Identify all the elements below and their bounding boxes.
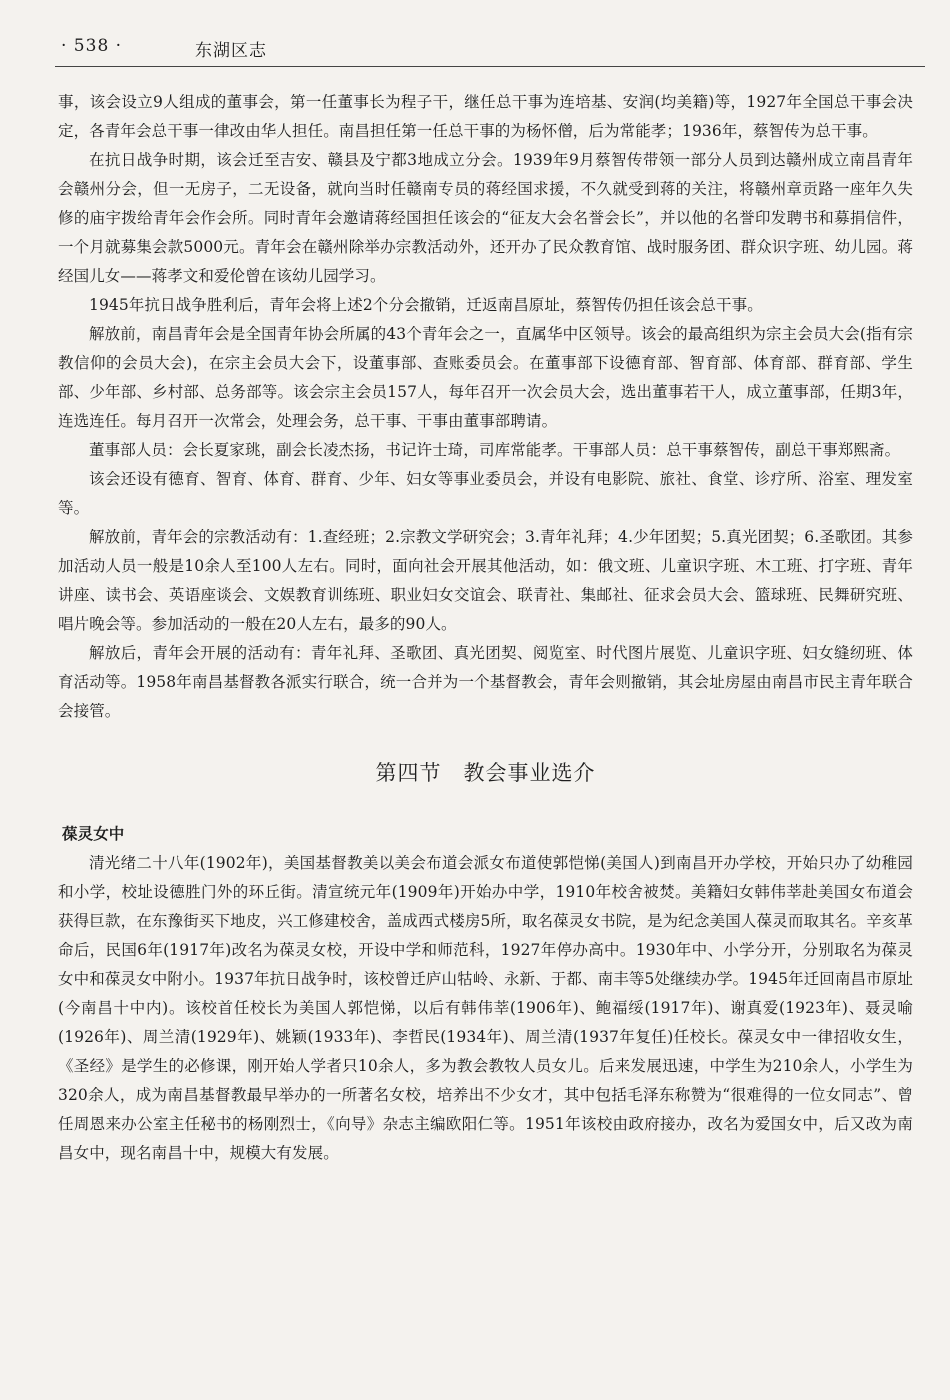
paragraph: 解放前，青年会的宗教活动有：1.查经班；2.宗教文学研究会；3.青年礼拜；4.少年团契；5.真光团契；6.圣歌团。其参加活动人员一般是10余人至100人左右。同时，面向社会开展其他活动，如：俄文班、儿童识字班、木工班、打字班、青年讲座、读书会、英语座谈会、文娱教育训练班、职业妇女交谊会、联青社、集邮社、征求会员大会、篮球班、民舞研究班、唱片晚会等。参加活动的一般在20人左右，最多的90人。 bbox=[58, 528, 913, 633]
paragraph: 该会还设有德育、智育、体育、群育、少年、妇女等事业委员会，并设有电影院、旅社、食堂、诊疗所、浴室、理发室等。 bbox=[58, 470, 913, 517]
subsection-title: 葆灵女中 bbox=[62, 825, 125, 843]
page-number: · 538 · bbox=[61, 36, 123, 56]
running-title: 东湖区志 bbox=[195, 41, 267, 61]
page-body bbox=[58, 88, 913, 1168]
section-heading bbox=[58, 759, 913, 788]
section-number: 第四节 bbox=[375, 761, 442, 785]
page-header bbox=[55, 34, 925, 67]
paragraph: 1945年抗日战争胜利后，青年会将上述2个分会撤销，迁返南昌原址，蔡智传仍担任该会总干事。 bbox=[89, 296, 763, 314]
paragraph: 解放前，南昌青年会是全国青年协会所属的43个青年会之一，直属华中区领导。该会的最高组织为宗主会员大会(指有宗教信仰的会员大会)，在宗主会员大会下，设董事部、查账委员会。在董事部下设德育部、智育部、体育部、群育部、学生部、少年部、乡村部、总务部等。该会宗主会员157人，每年召开一次会员大会，选出董事若干人，成立董事部，任期3年，连选连任。每月召开一次常会，处理会务，总干事、干事由董事部聘请。 bbox=[58, 325, 913, 430]
paragraph: 清光绪二十八年(1902年)，美国基督教美以美会布道会派女布道使郭恺悌(美国人)到南昌开办学校，开始只办了幼稚园和小学，校址设德胜门外的环丘街。清宣统元年(1909年)开始办中学，1910年校舍被焚。美籍妇女韩伟莘赴美国女布道会获得巨款，在东豫街买下地皮，兴工修建校舍，盖成西式楼房5所，取名葆灵女书院，是为纪念美国人葆灵而取其名。辛亥革命后，民国6年(1917年)改名为葆灵女校，开设中学和师范科，1927年停办高中。1930年中、小学分开，分别取名为葆灵女中和葆灵女中附小。1937年抗日战争时，该校曾迁庐山牯岭、永新、于都、南丰等5处继续办学。1945年迁回南昌市原址(今南昌十中内)。该校首任校长为美国人郭恺悌，以后有韩伟莘(1906年)、鲍福绥(1917年)、谢真爱(1923年)、聂灵喻(1926年)、周兰清(1929年)、姚颖(1933年)、李哲民(1934年)、周兰清(1937年复任)任校长。葆灵女中一律招收女生，《圣经》是学生的必修课，刚开始人学者只10余人，多为教会教牧人员女儿。后来发展迅速，中学生为210余人，小学生为320余人，成为南昌基督教最早举办的一所著名女校，培养出不少女才，其中包括毛泽东称赞为“很难得的一位女同志”、曾任周恩来办公室主任秘书的杨刚烈士，《向导》杂志主编欧阳仁等。1951年该校由政府接办，改名为爱国女中，后又改为南昌女中，现名南昌十中，规模大有发展。 bbox=[58, 854, 913, 1162]
paragraph: 董事部人员：会长夏家珧，副会长凌杰扬，书记许士琦，司库常能孝。干事部人员：总干事蔡智传，副总干事郑熙斋。 bbox=[89, 441, 901, 459]
paragraph: 在抗日战争时期，该会迁至吉安、赣县及宁都3地成立分会。1939年9月蔡智传带领一部分人员到达赣州成立南昌青年会赣州分会，但一无房子，二无设备，就向当时任赣南专员的蒋经国求援，不久就受到蒋的关注，将赣州章贡路一座年久失修的庙宇拨给青年会作会所。同时青年会邀请蒋经国担任该会的“征友大会名誉会长”，并以他的名誉印发聘书和募捐信件，一个月就募集会款5000元。青年会在赣州除举办宗教活动外，还开办了民众教育馆、战时服务团、群众识字班、幼儿园。蒋经国儿女——蒋孝文和爱伦曾在该幼儿园学习。 bbox=[58, 151, 913, 285]
paragraph: 事，该会设立9人组成的董事会，第一任董事长为程子干，继任总干事为连培基、安润(均美籍)等，1927年全国总干事会决定，各青年会总干事一律改由华人担任。南昌担任第一任总干事的为杨怀僧，后为常能孝；1936年，蔡智传为总干事。 bbox=[58, 93, 913, 140]
paragraph: 解放后，青年会开展的活动有：青年礼拜、圣歌团、真光团契、阅览室、时代图片展览、儿童识字班、妇女缝纫班、体育活动等。1958年南昌基督教各派实行联合，统一合并为一个基督教会，青年会则撤销，其会址房屋由南昌市民主青年联合会接管。 bbox=[58, 644, 913, 720]
section-title: 教会事业选介 bbox=[463, 761, 596, 785]
